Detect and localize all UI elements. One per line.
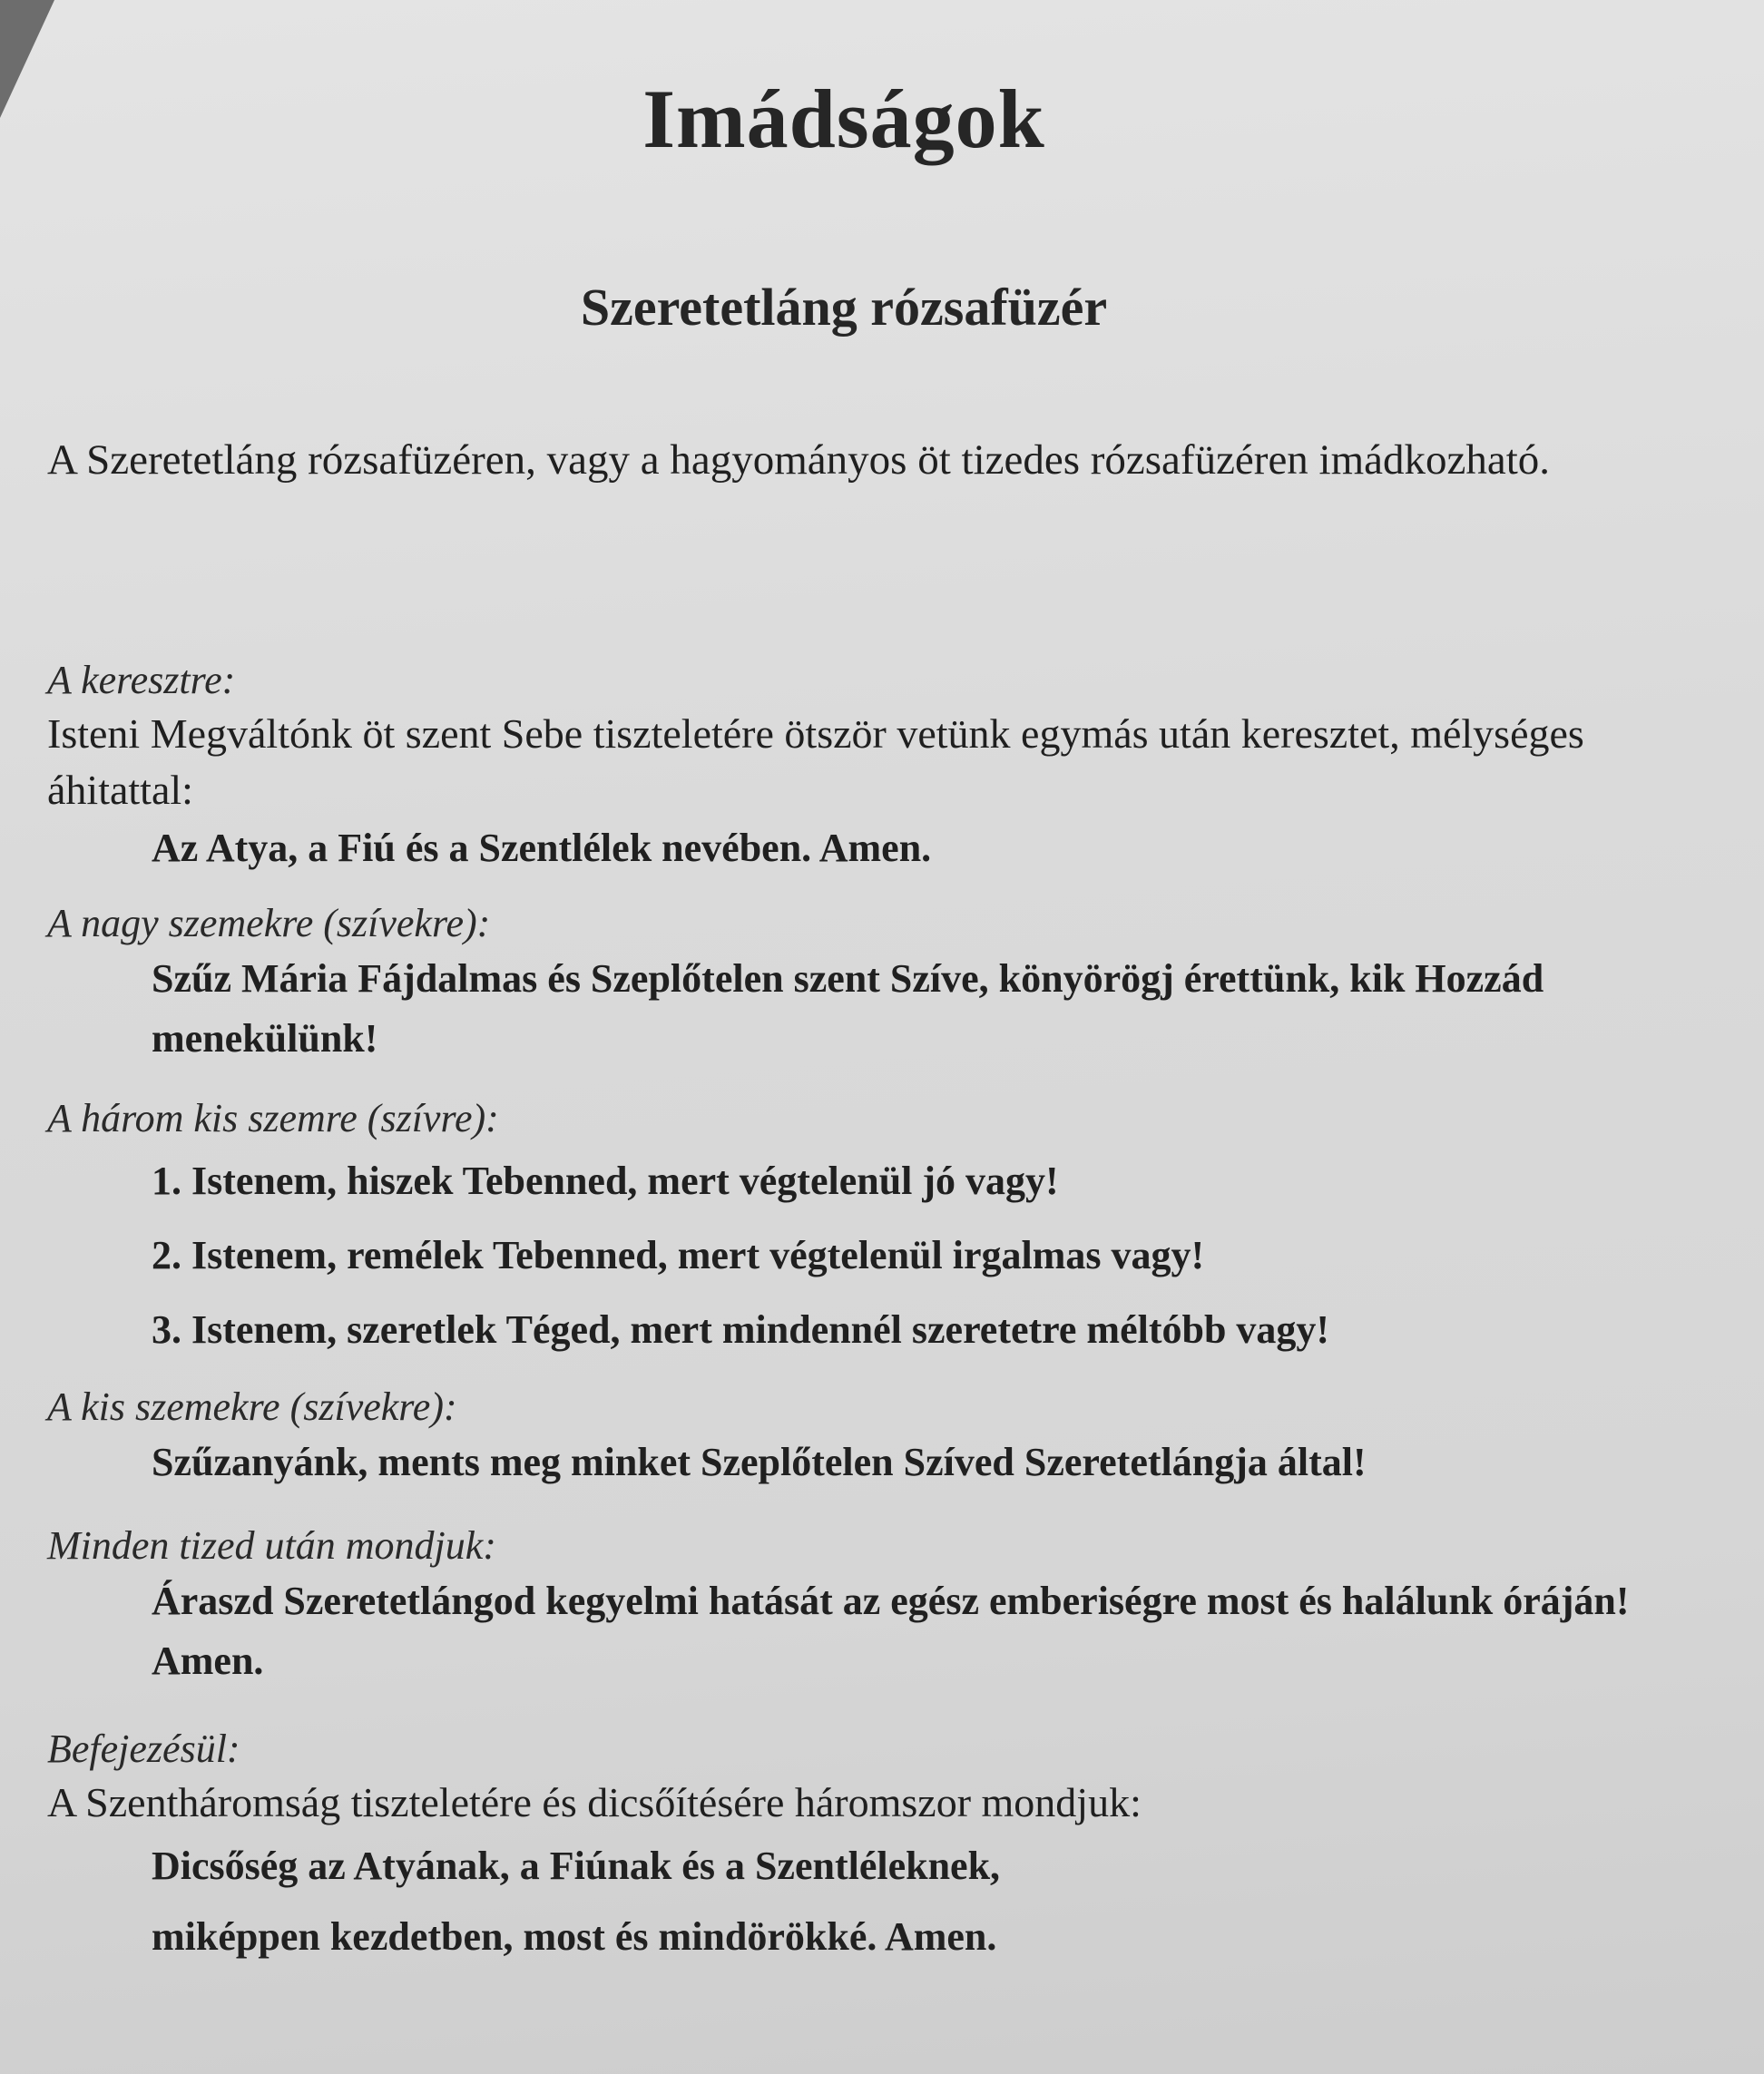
section-label: A keresztre:: [47, 658, 236, 702]
section-after-decade: [47, 1521, 1671, 1691]
section-label: Befejezésül:: [47, 1727, 240, 1771]
section-body: A Szentháromság tiszteletére és dicsőítésére háromszor mondjuk:: [47, 1779, 1142, 1825]
prayer-text: Az Atya, a Fiú és a Szentlélek nevében. Amen.: [152, 826, 932, 870]
prayer-line-1: Dicsőség az Atyának, a Fiúnak és a Szentléleknek,: [152, 1844, 1001, 1888]
section-closing: [47, 1724, 1671, 1972]
section-label: Minden tized után mondjuk:: [47, 1523, 496, 1568]
page-title: Imádságok: [642, 73, 1045, 165]
section-label: A nagy szemekre (szívekre):: [47, 901, 491, 945]
prayer-text: Áraszd Szeretetlángod kegyelmi hatását az egész emberiségre most és halálunk óráján! Amen.: [152, 1579, 1630, 1683]
section-cross: [47, 655, 1671, 878]
section-label: A kis szemekre (szívekre):: [47, 1384, 457, 1429]
section-title: Szeretetláng rózsafüzér: [580, 278, 1108, 337]
prayer-line-2: miképpen kezdetben, most és mindörökké. Amen.: [152, 1914, 997, 1959]
numbered-prayer-1: 1. Istenem, hiszek Tebenned, mert végtelenül jó vagy!: [152, 1159, 1059, 1203]
intro-paragraph: A Szeretetláng rózsafüzéren, vagy a hagyományos öt tizedes rózsafüzéren imádkozható.: [47, 436, 1551, 484]
section-three-small-beads: [47, 1093, 1671, 1367]
section-label: A három kis szemre (szívre):: [47, 1096, 499, 1140]
section-body: Isteni Megváltónk öt szent Sebe tiszteletére ötször vetünk egymás után keresztet, mélységes áhitattal:: [47, 710, 1584, 813]
numbered-prayer-2: 2. Istenem, remélek Tebenned, mert végtelenül irgalmas vagy!: [152, 1233, 1205, 1277]
numbered-prayer-3: 3. Istenem, szeretlek Téged, mert mindennél szeretetre méltóbb vagy!: [152, 1307, 1330, 1352]
prayer-text: Szűzanyánk, ments meg minket Szeplőtelen Szíved Szeretetlángja által!: [152, 1440, 1367, 1484]
prayer-text: Szűz Mária Fájdalmas és Szeplőtelen szent Szíve, könyörögj érettünk, kik Hozzád menekülünk!: [152, 956, 1544, 1061]
section-large-beads: [47, 898, 1671, 1069]
section-small-beads: [47, 1382, 1671, 1492]
